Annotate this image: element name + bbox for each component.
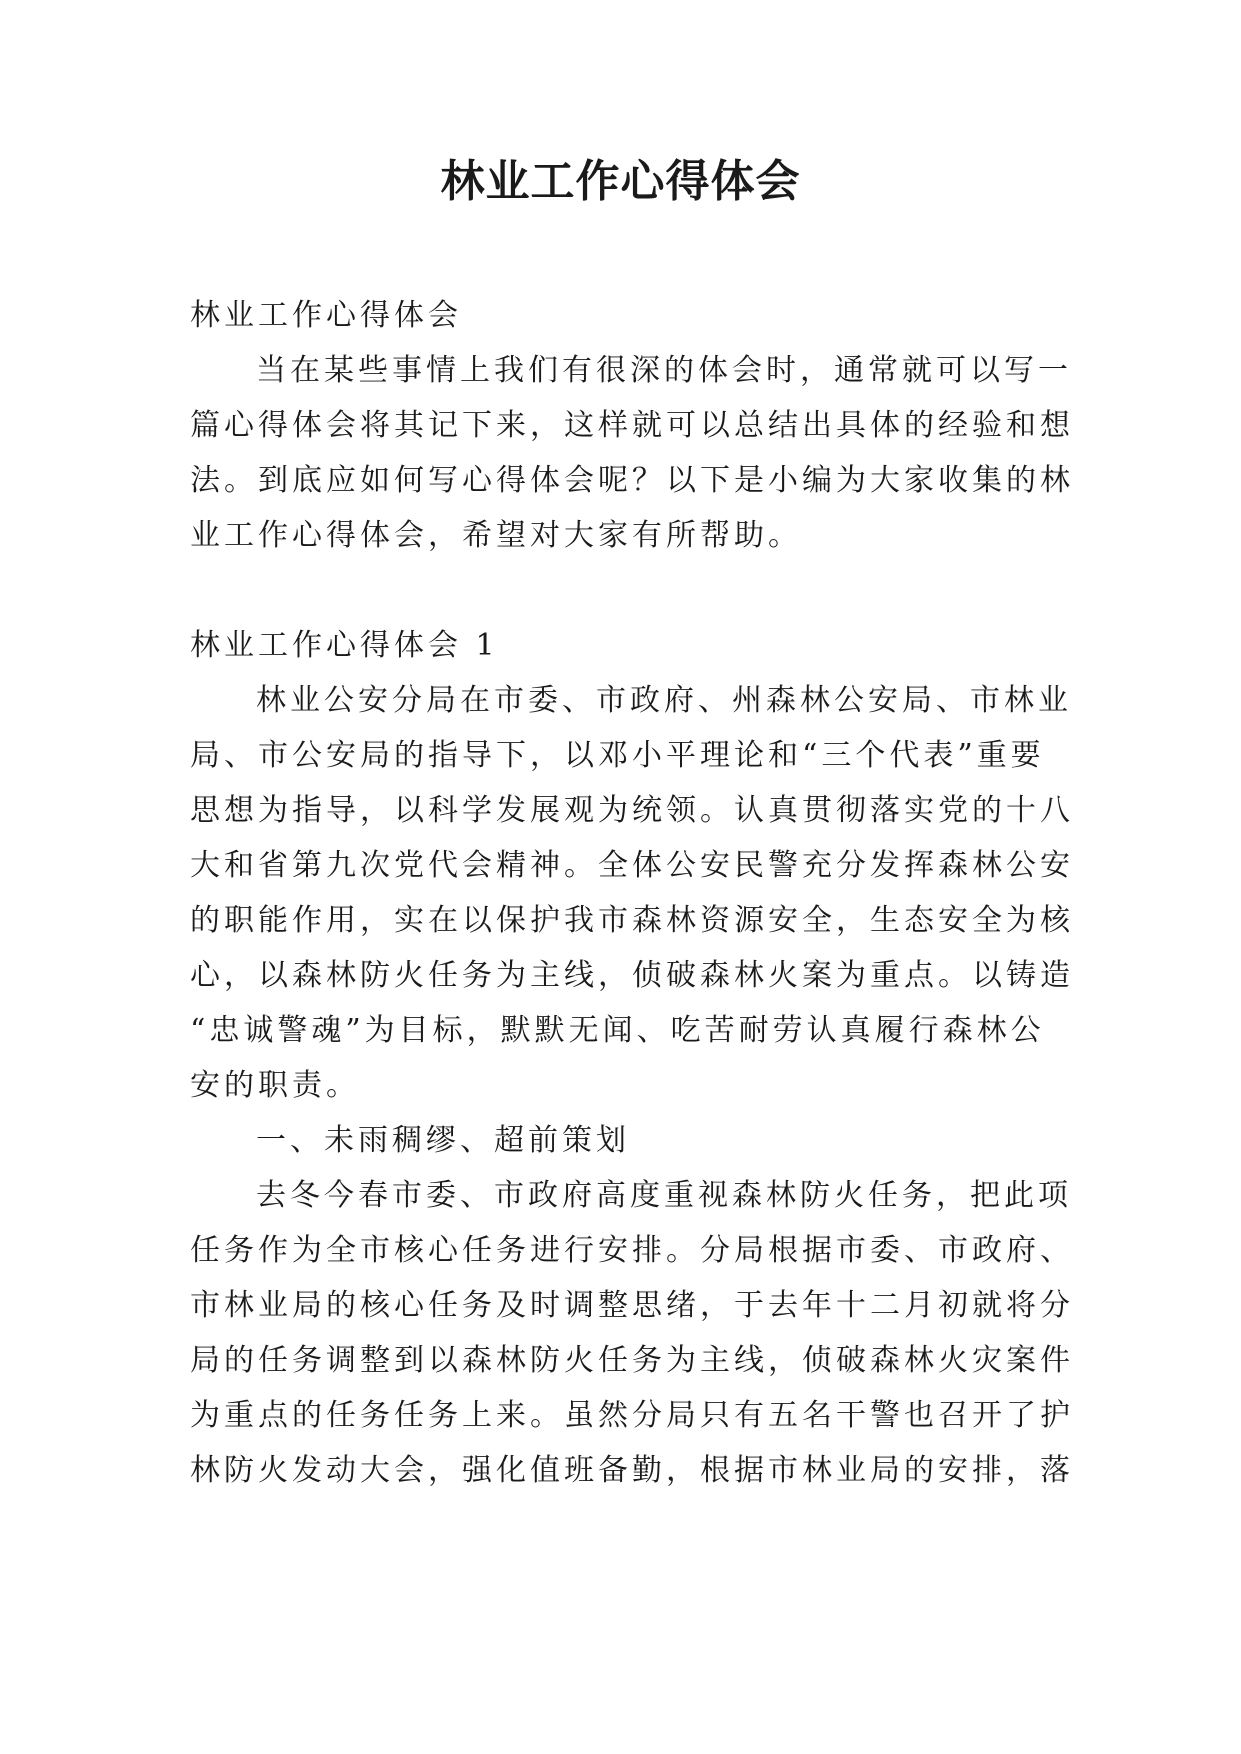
- paragraph-gap: [190, 563, 1060, 618]
- intro-heading: 林业工作心得体会: [190, 298, 462, 333]
- paragraph-line: 市林业局的核心任务及时调整思绪，于去年十二月初就将分: [190, 1288, 1074, 1323]
- section-line: “忠诚警魂”为目标，默默无闻、吃苦耐劳认真履行森林公: [190, 1013, 1045, 1048]
- paragraph-line: 去冬今春市委、市政府高度重视森林防火任务，把此项: [256, 1178, 1072, 1213]
- paragraph-line: 任务作为全市核心任务进行安排。分局根据市委、市政府、: [190, 1233, 1074, 1268]
- section-line: 大和省第九次党代会精神。全体公安民警充分发挥森林公安: [190, 848, 1074, 883]
- paragraph-line: 林防火发动大会，强化值班备勤，根据市林业局的安排，落: [190, 1453, 1074, 1488]
- section-line: 的职能作用，实在以保护我市森林资源安全，生态安全为核: [190, 903, 1074, 938]
- section-line: 心，以森林防火任务为主线，侦破森林火案为重点。以铸造: [190, 958, 1074, 993]
- intro-line: 篇心得体会将其记下来，这样就可以总结出具体的经验和想: [190, 408, 1074, 443]
- section-line: 局、市公安局的指导下，以邓小平理论和“三个代表”重要: [190, 738, 1045, 773]
- paragraph-line: 局的任务调整到以森林防火任务为主线，侦破森林火灾案件: [190, 1343, 1074, 1378]
- intro-line: 业工作心得体会，希望对大家有所帮助。: [190, 518, 802, 553]
- subheading: 一、未雨稠缪、超前策划: [256, 1123, 630, 1158]
- section-line: 林业公安分局在市委、市政府、州森林公安局、市林业: [256, 683, 1072, 718]
- section-line: 安的职责。: [190, 1068, 360, 1103]
- intro-line: 法。到底应如何写心得体会呢？以下是小编为大家收集的林: [190, 463, 1074, 498]
- intro-line: 当在某些事情上我们有很深的体会时，通常就可以写一: [256, 353, 1072, 388]
- paragraph-line: 为重点的任务任务上来。虽然分局只有五名干警也召开了护: [190, 1398, 1074, 1433]
- document-title: 林业工作心得体会: [440, 156, 801, 207]
- section-heading: 林业工作心得体会 1: [190, 628, 499, 663]
- section-line: 思想为指导，以科学发展观为统领。认真贯彻落实党的十八: [190, 793, 1074, 828]
- document-body: [190, 288, 1074, 1498]
